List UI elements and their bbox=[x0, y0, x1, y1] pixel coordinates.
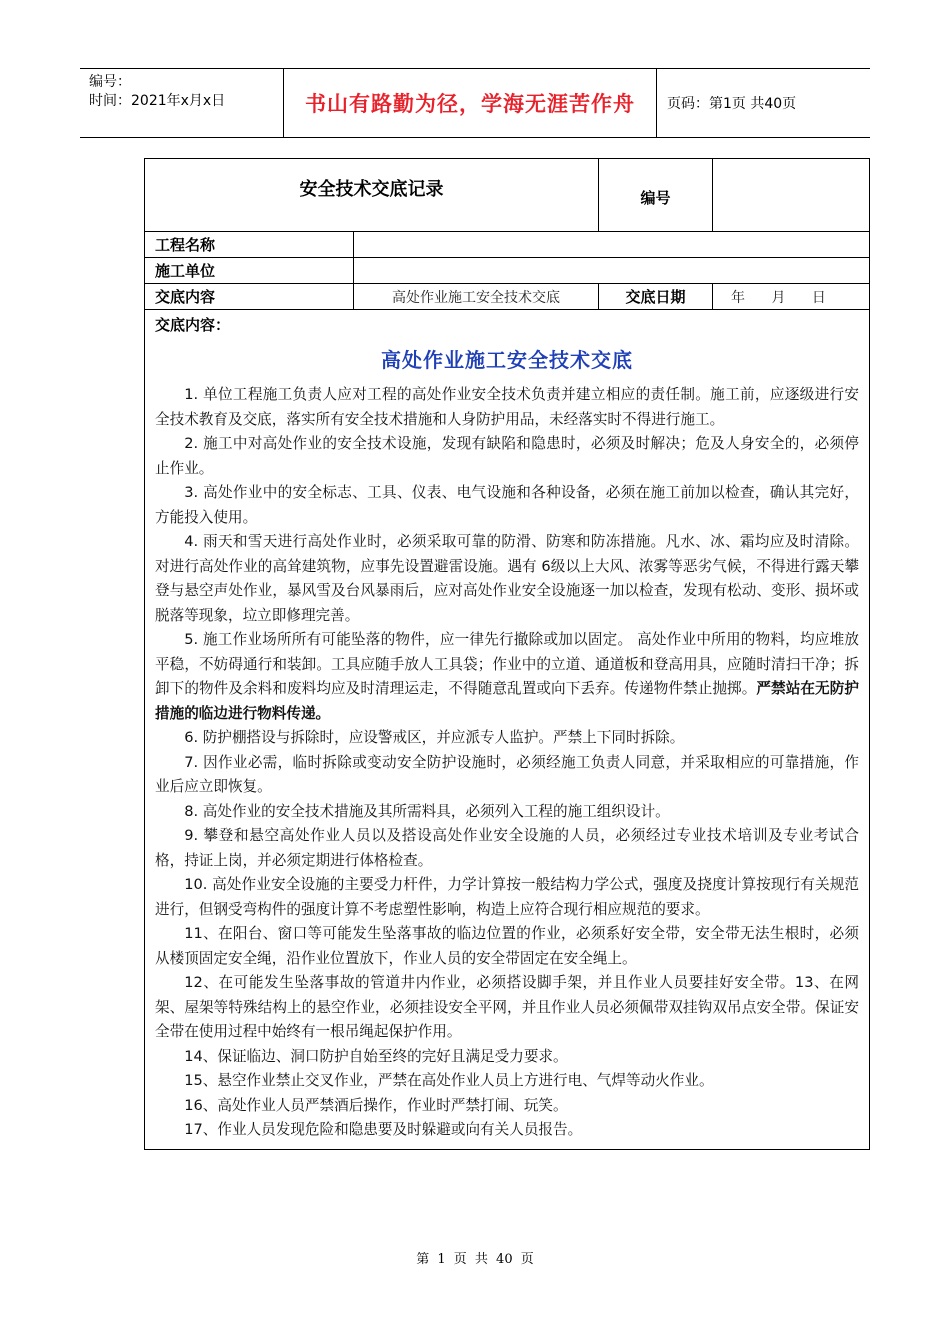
header-date: 时间：2021年x月x日 bbox=[89, 93, 226, 109]
project-name-field[interactable] bbox=[354, 232, 869, 257]
briefing-body-label: 交底内容： bbox=[155, 316, 231, 334]
header-page-info: 页码：第1页 共40页 bbox=[667, 96, 797, 112]
paragraph-8: 8. 高处作业的安全技术措施及其所需料具，必须列入工程的施工组织设计。 bbox=[184, 802, 670, 820]
form-number-field[interactable] bbox=[713, 159, 869, 231]
header-meta bbox=[80, 69, 283, 137]
paragraph-6: 6. 防护棚搭设与拆除时，应设警戒区，并应派专人监护。严禁上下同时拆除。 bbox=[184, 729, 685, 746]
briefing-content-label: 交底内容 bbox=[145, 284, 354, 309]
paragraph-15: 15、悬空作业禁止交叉作业，严禁在高处作业人员上方进行电、气焊等动火作业。 bbox=[184, 1072, 714, 1089]
paragraph-5 bbox=[155, 628, 859, 726]
paragraph-1: 1. 单位工程施工负责人应对工程的高处作业安全技术负责并建立相应的责任制。施工前，应逐级进行安全技术教育及交底，落实所有安全技术措施和人身防护用品，未经落实时不得进行施工。 bbox=[155, 386, 859, 428]
briefing-date-field[interactable]: 年 月 日 bbox=[731, 289, 826, 306]
paragraph-14: 14、保证临边、洞口防护自始至终的完好且满足受力要求。 bbox=[184, 1047, 568, 1065]
header-number-label: 编号： bbox=[89, 74, 131, 90]
paragraph-3: 3. 高处作业中的安全标志、工具、仪表、电气设施和各种设备，必须在施工前加以检查，确认其完好，方能投入使用。 bbox=[155, 484, 859, 526]
page-footer: 第 1 页 共 40 页 bbox=[416, 1252, 534, 1267]
unit-row bbox=[145, 258, 869, 284]
paragraph-11: 11、在阳台、窗口等可能发生坠落事故的临边位置的作业，必须系好安全带，安全带无法生根时，必须从楼顶固定安全绳，沿作业位置放下，作业人员的安全带固定在安全绳上。 bbox=[155, 925, 859, 967]
document-title: 高处作业施工安全技术交底 bbox=[381, 348, 633, 372]
safety-briefing-form bbox=[144, 158, 870, 1150]
page-header bbox=[80, 68, 870, 138]
construction-unit-field[interactable] bbox=[354, 258, 869, 283]
paragraph-7: 7. 因作业必需，临时拆除或变动安全防护设施时，必须经施工负责人同意，并采取相应的可靠措施，作业后应立即恢复。 bbox=[155, 753, 859, 795]
project-name-label: 工程名称 bbox=[145, 232, 354, 257]
paragraph-5-bold: 严禁站在无防护措施的临边进行物料传递。 bbox=[155, 680, 859, 722]
form-title-row bbox=[145, 159, 869, 232]
paragraph-2: 2. 施工中对高处作业的安全技术设施，发现有缺陷和隐患时，必须及时解决；危及人身安全的，必须停止作业。 bbox=[155, 435, 859, 477]
paragraph-9: 9. 攀登和悬空高处作业人员以及搭设高处作业安全设施的人员，必须经过专业技术培训及专业考试合格，持证上岗，并必须定期进行体格检查。 bbox=[155, 827, 859, 869]
content-date-row bbox=[145, 284, 869, 310]
project-row bbox=[145, 232, 869, 258]
paragraph-17: 17、作业人员发现危险和隐患要及时躲避或向有关人员报告。 bbox=[184, 1121, 583, 1138]
construction-unit-label: 施工单位 bbox=[145, 258, 354, 283]
form-number-label: 编号 bbox=[599, 159, 713, 231]
paragraph-5-text: 5. 施工作业场所所有可能坠落的物件，应一律先行撤除或加以固定。 高处作业中所用的物料，均应堆放平稳，不妨碍通行和装卸。工具应随手放人工具袋；作业中的立道、通道板和登高用具，应随时清扫干净；拆卸下的物件及余料和废料均应及时清理运走，不得随意乱置或向下丢弃。传递物件禁止抛掷。 bbox=[155, 631, 859, 697]
header-motto: 书山有路勤为径，学海无涯苦作舟 bbox=[283, 69, 657, 137]
form-title: 安全技术交底记录 bbox=[145, 159, 599, 231]
paragraph-12: 12、在可能发生坠落事故的管道井内作业，必须搭设脚手架，并且作业人员要挂好安全带。13、在网架、屋架等特殊结构上的悬空作业，必须挂设安全平网，并且作业人员必须佩带双挂钩双吊点安全带。保证安全带在使用过程中始终有一根吊绳起保护作用。 bbox=[155, 974, 859, 1040]
paragraph-10: 10. 高处作业安全设施的主要受力杆件，力学计算按一般结构力学公式，强度及挠度计算按现行有关规范进行，但钢受弯构件的强度计算不考虑塑性影响，构造上应符合现行相应规范的要求。 bbox=[155, 876, 859, 918]
briefing-content-field[interactable]: 高处作业施工安全技术交底 bbox=[354, 284, 599, 309]
briefing-date-label: 交底日期 bbox=[599, 284, 713, 309]
paragraph-16: 16、高处作业人员严禁酒后操作，作业时严禁打闹、玩笑。 bbox=[184, 1096, 568, 1114]
briefing-body bbox=[145, 310, 869, 1149]
paragraph-4: 4. 雨天和雪天进行高处作业时，必须采取可靠的防滑、防寒和防冻措施。凡水、冰、霜均应及时清除。对进行高处作业的高耸建筑物，应事先设置避雷设施。遇有 6级以上大风、浓雾等恶劣气候，不得进行露天攀登与悬空声处作业，暴风雪及台风暴雨后，应对高处作业安全设施逐一加以检查，发现有松动、变形、损坏或脱落等现象，垃立即修理完善。 bbox=[155, 533, 859, 624]
